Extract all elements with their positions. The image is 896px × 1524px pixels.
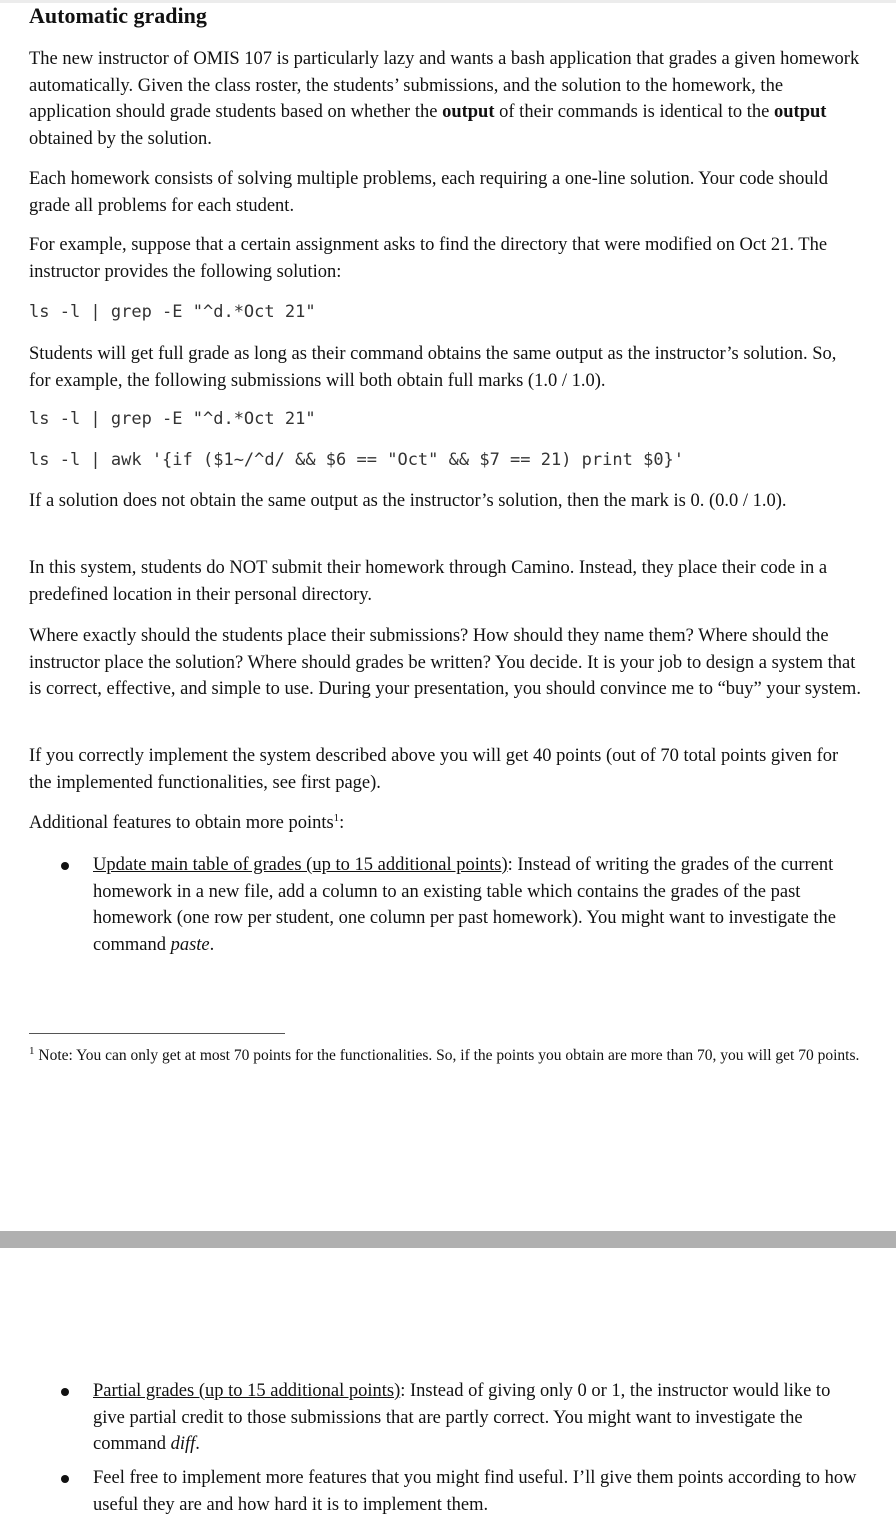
feature-list-3 (29, 1465, 862, 1518)
code-submission-1: ls -l | grep -E "^d.*Oct 21" (29, 409, 316, 429)
command-name: diff (170, 1434, 196, 1454)
feature-list-2 (29, 1378, 862, 1458)
list-item-partial-grades: Partial grades (up to 15 additional points): Instead of giving only 0 or 1, the instructor would like to give partial credit to those submissions that are partly correct. You might want to investigate the command diff. (29, 1378, 862, 1458)
paragraph-camino: In this system, students do NOT submit their homework through Camino. Instead, they place their code in a predefined location in their personal directory. (29, 558, 828, 605)
code-submission-2: ls -l | awk '{if ($1~/^d/ && $6 == "Oct" && $7 == 21) print $0}' (29, 450, 685, 470)
feature-title: Partial grades (up to 15 additional points) (93, 1381, 401, 1401)
document-page-2 (0, 1248, 896, 1524)
paragraph-full-grade: Students will get full grade as long as their command obtains the same output as the instructor’s solution. So, for example, the following submissions will both obtain full marks (1.0 / 1.0). (29, 344, 837, 391)
bullet-icon (61, 1388, 69, 1396)
paragraph-additional: Additional features to obtain more points$^1$: (29, 811, 345, 833)
paragraph-zero-mark: If a solution does not obtain the same output as the instructor’s solution, then the mark is 0. (0.0 / 1.0). (29, 491, 787, 511)
paragraph-intro: The new instructor of OMIS 107 is particularly lazy and wants a bash application that grades a given homework automatically. Given the class roster, the students’ submissions, and the solution to the homework, the application should grade students based on whether the output of their commands is identical to the output obtained by the solution. (29, 49, 860, 149)
list-item-more-features: Feel free to implement more features that you might find useful. I’ll give them points according to how useful they are and how hard it is to implement them. (29, 1465, 862, 1518)
paragraph-homework: Each homework consists of solving multiple problems, each requiring a one-line solution. Your code should grade all problems for each student. (29, 169, 828, 216)
bold-output-1: output (442, 102, 495, 122)
footnote-ref: 1 (333, 811, 340, 824)
paragraph-example: For example, suppose that a certain assignment asks to find the directory that were modified on Oct 21. The instructor provides the following solution: (29, 235, 828, 282)
feature-title: Update main table of grades (up to 15 additional points) (93, 855, 508, 875)
paragraph-points: If you correctly implement the system described above you will get 40 points (out of 70 total points given for the implemented functionalities, see first page). (29, 746, 839, 793)
paragraph-design: Where exactly should the students place their submissions? How should they name them? Where should the instructor place the solution? Where should grades be written? You decide. It is your job to design a system that is correct, effective, and simple to use. During your presentation, you should convince me to “buy” your system. (29, 626, 861, 699)
footnote: $^1$ Note: You can only get at most 70 points for the functionalities. So, if the points you obtain are more than 70, you will get 70 points. (29, 1044, 860, 1064)
bullet-icon (61, 862, 69, 870)
feature-list-1 (29, 852, 862, 958)
command-name: paste (170, 934, 210, 955)
section-title: Automatic grading (29, 3, 207, 28)
page-break (0, 1231, 896, 1248)
bullet-icon (61, 1475, 69, 1483)
list-item-update-table: Update main table of grades (up to 15 additional points): Instead of writing the grades of the current homework in a new file, add a column to an existing table which contains the grades of the past homework (one row per student, one column per past homework). You might want to investigate the command paste. (29, 852, 862, 958)
code-solution: ls -l | grep -E "^d.*Oct 21" (29, 302, 316, 322)
bold-output-2: output (774, 102, 827, 122)
footnote-divider (29, 1033, 285, 1034)
